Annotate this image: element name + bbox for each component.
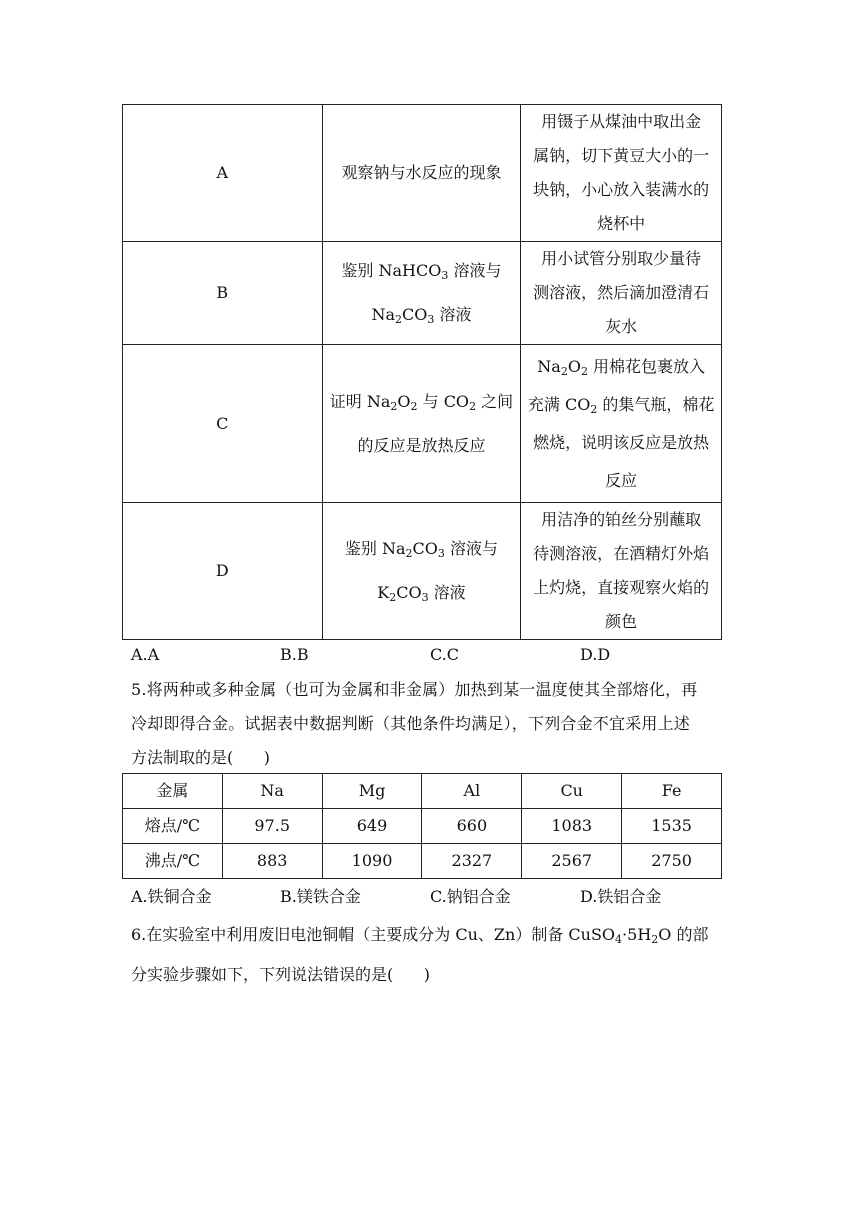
row-label: A [123,105,323,242]
subscript: 2 [389,591,397,604]
text-line: 证明 $Na_2O_2$ 与 $CO_2$ 之间 [329,391,514,413]
row-label: C [123,345,323,503]
q6-stem-line-2: 分实验步骤如下，下列说法错误的是( ) [131,965,431,984]
q5-stem-line-2: 冷却即得合金。试据表中数据判断（其他条件均满足），下列合金不宜采用上述 [131,714,691,733]
subscript: 3 [427,313,435,326]
experiment-row [123,345,722,503]
experiment-purpose [322,503,521,640]
text-line: 待测溶液，在酒精灯外焰 [533,544,710,563]
subscript: 2 [469,399,477,413]
table-row [123,809,722,844]
text-line: 观察钠与水反应的现象 [341,163,502,182]
text-line: 充满 $CO_2$ 的集气瓶，棉花 [527,394,715,416]
header-cell: 金属 [123,774,223,809]
experiment-purpose [322,242,521,345]
q5-option-c: C.钠铝合金 [430,887,511,906]
subscript: 2 [560,364,568,378]
q4-option-b: B.B [280,645,309,664]
subscript: 2 [405,547,413,560]
text-line: $Na_2CO_3$ 溶液 [371,305,472,326]
text-line: 的反应是放热反应 [357,435,486,455]
q4-option-a: A.A [131,645,160,664]
text-line: 块钠，小心放入装满水的 [533,180,710,199]
text-line: 燃烧，说明该反应是放热 [533,432,710,452]
header-cell: Na [222,774,322,809]
text-line: 烧杯中 [597,214,646,233]
text-line: 用小试管分别取少量待 [541,249,702,268]
text-line: 反应 [605,470,638,490]
table-cell: 2750 [622,844,722,879]
table-cell: 熔点/℃ [123,809,223,844]
subscript: 2 [590,402,598,416]
table-cell: 883 [222,844,322,879]
subscript: 3 [441,269,449,282]
text-line: $K_2CO_3$ 溶液 [377,583,466,604]
subscript: 3 [437,547,445,560]
row-label: D [123,503,323,640]
q5-option-b: B.镁铁合金 [280,887,361,906]
text-line: 属钠，切下黄豆大小的一 [533,146,710,165]
text-line: 灰水 [605,317,638,336]
table-cell: 649 [322,809,422,844]
table-cell: 1535 [622,809,722,844]
experiment-operation [521,503,722,640]
subscript: 2 [651,933,659,946]
q5-option-d: D.铁铝合金 [580,887,662,906]
experiment-operation [521,242,722,345]
text-line: 用洁净的铂丝分别蘸取 [541,510,702,529]
q4-option-c: C.C [430,645,459,664]
experiment-purpose [322,105,521,242]
experiment-row [123,503,722,640]
header-cell: Mg [322,774,422,809]
text-line: 鉴别 $Na_2CO_3$ 溶液与 [344,539,498,560]
experiment-operation [521,345,722,503]
experiment-table [122,104,722,640]
text-line: $Na_2O_2$ 用棉花包裹放入 [537,356,706,378]
table-cell: 97.5 [222,809,322,844]
header-cell: Fe [622,774,722,809]
table-cell: 沸点/℃ [123,844,223,879]
experiment-row [123,242,722,345]
q4-option-d: D.D [580,645,611,664]
text-line: 鉴别 NaHCO$_3$ 溶液与 [341,261,502,282]
experiment-purpose [322,345,521,503]
text-line: 上灼烧，直接观察火焰的 [533,578,710,597]
header-cell: Al [422,774,522,809]
metal-properties-table [122,773,722,879]
table-row [123,844,722,879]
subscript: 2 [390,399,398,413]
row-label: B [123,242,323,345]
table-cell: 2567 [522,844,622,879]
table-cell: 2327 [422,844,522,879]
text-line: 用镊子从煤油中取出金 [541,112,702,131]
table-cell: 1083 [522,809,622,844]
experiment-row [123,105,722,242]
text-line: 颜色 [605,612,638,631]
subscript: 4 [615,933,623,946]
text-line: 测溶液，然后滴加澄清石 [533,283,710,302]
table-header-row [123,774,722,809]
q6-stem-line-1: 6.在实验室中利用废旧电池铜帽（主要成分为 Cu、Zn）制备 $CuSO_4\cdot 5H_2O$ 的部 [131,925,709,946]
table-cell: 1090 [322,844,422,879]
q5-option-a: A.铁铜合金 [131,887,212,906]
subscript: 2 [395,313,402,326]
q5-stem-line-3: 方法制取的是( ) [131,748,271,767]
table-cell: 660 [422,809,522,844]
subscript: 2 [580,364,588,378]
experiment-operation [521,105,722,242]
q5-stem-line-1: 5.将两种或多种金属（也可为金属和非金属）加热到某一温度使其全部熔化，再 [131,680,698,699]
subscript: 3 [421,591,429,604]
header-cell: Cu [522,774,622,809]
subscript: 2 [410,399,418,413]
